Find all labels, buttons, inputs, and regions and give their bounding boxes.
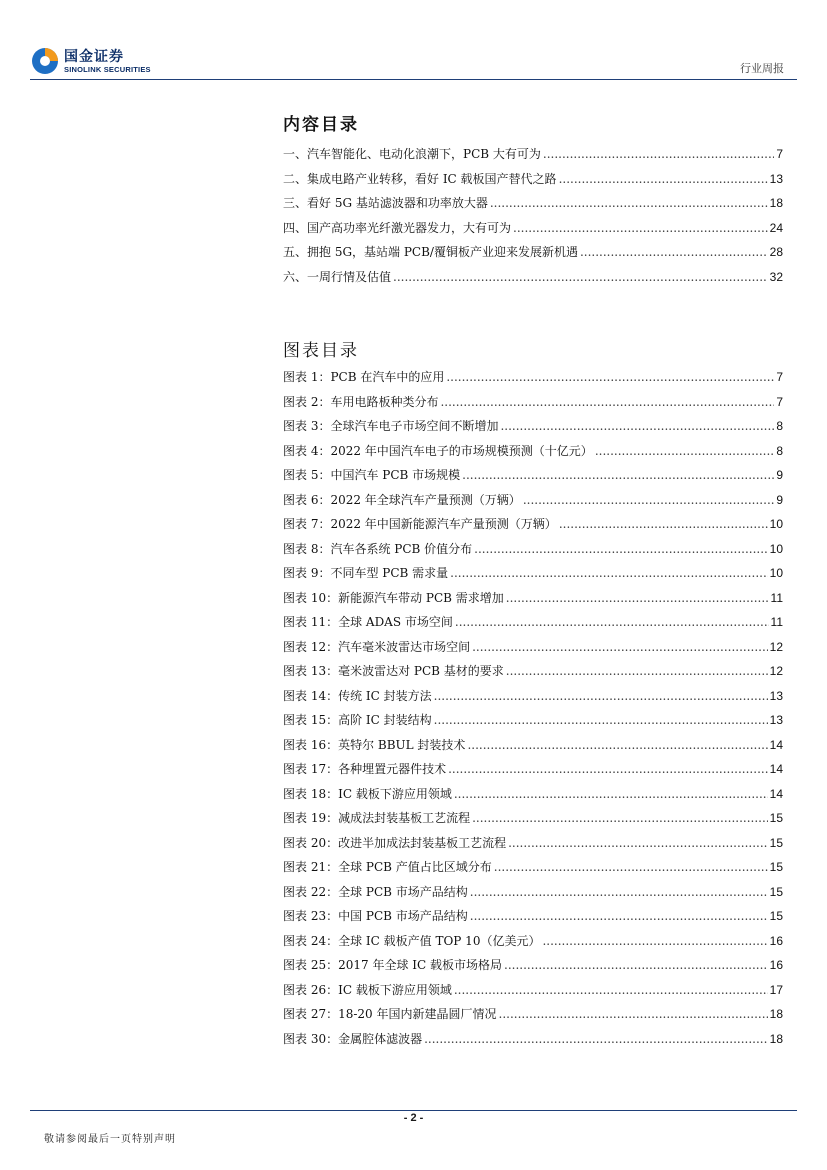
toc-entry-page: 18 <box>769 196 783 211</box>
dot-leader <box>440 394 774 410</box>
figure-entry-label: 图表 2：车用电路板种类分布 <box>283 394 439 409</box>
figure-entry-page: 9 <box>776 468 783 482</box>
figure-entry[interactable] <box>283 835 783 860</box>
company-logo <box>30 46 160 78</box>
figure-entry-label: 图表 14：传统 IC 封装方法 <box>283 688 432 703</box>
figure-entry-label: 图表 21：全球 PCB 产值占比区域分布 <box>283 860 492 874</box>
dot-leader <box>472 810 768 826</box>
figure-entry-page: 14 <box>769 737 783 752</box>
logo-english-name: SINOLINK SECURITIES <box>64 65 151 74</box>
figure-entry-label: 图表 26：IC 载板下游应用领域 <box>283 982 452 997</box>
logo-chinese-name: 国金证券 <box>64 49 124 65</box>
toc-entry[interactable] <box>283 269 783 294</box>
figure-entry[interactable] <box>283 1031 783 1056</box>
toc-entry-label: 五、拥抱 5G，基站端 PCB/覆铜板产业迎来发展新机遇 <box>283 245 578 260</box>
figure-entry-label: 图表 11：全球 ADAS 市场空间 <box>283 615 453 629</box>
figure-entry-page: 8 <box>776 419 783 433</box>
figure-entry-label: 图表 15：高阶 IC 封装结构 <box>283 713 432 727</box>
figure-entry[interactable] <box>283 467 783 492</box>
figure-entry[interactable] <box>283 957 783 982</box>
figure-entry-page: 16 <box>769 958 783 972</box>
figure-entry[interactable] <box>283 786 783 811</box>
dot-leader <box>543 146 774 162</box>
toc-entry-label: 四、国产高功率光纤激光器发力，大有可为 <box>283 220 512 235</box>
figure-entry[interactable] <box>283 663 783 688</box>
figure-entry-page: 14 <box>769 762 783 776</box>
figure-entry-label: 图表 30：金属腔体滤波器 <box>283 1031 423 1046</box>
toc-entry-page: 32 <box>769 269 783 284</box>
dot-leader <box>450 565 767 581</box>
figure-entry-label: 图表 4：2022 年中国汽车电子的市场规模预测（十亿元） <box>283 443 593 458</box>
dot-leader <box>448 761 768 777</box>
toc-entry-label: 三、看好 5G 基站滤波器和功率放大器 <box>283 196 488 211</box>
dot-leader <box>499 1006 768 1022</box>
dot-leader <box>455 614 769 630</box>
dot-leader <box>454 786 768 802</box>
toc-entry-page: 7 <box>776 147 783 161</box>
toc-entry-label: 二、集成电路产业转移，看好 IC 载板国产替代之路 <box>283 171 557 186</box>
figure-entry-page: 11 <box>770 615 783 629</box>
dot-leader <box>542 933 767 949</box>
figure-entry[interactable] <box>283 810 783 835</box>
figure-entry-page: 7 <box>776 394 783 409</box>
figure-entry[interactable] <box>283 688 783 713</box>
toc-list <box>283 146 783 294</box>
toc-entry-label: 一、汽车智能化、电动化浪潮下，PCB 大有可为 <box>283 147 541 161</box>
figure-entry-label: 图表 1：PCB 在汽车中的应用 <box>283 370 445 384</box>
figure-entry-label: 图表 7：2022 年中国新能源汽车产量预测（万辆） <box>283 517 557 531</box>
dot-leader <box>454 982 768 998</box>
figure-entry-page: 7 <box>776 370 783 384</box>
dot-leader <box>559 171 768 187</box>
figure-entry-page: 10 <box>769 541 783 556</box>
dot-leader <box>508 835 768 851</box>
figure-entry[interactable] <box>283 639 783 664</box>
dot-leader <box>470 908 768 924</box>
toc-entry-label: 六、一周行情及估值 <box>283 269 392 284</box>
toc-entry[interactable] <box>283 220 783 245</box>
dot-leader <box>470 884 768 900</box>
dot-leader <box>434 688 768 704</box>
dot-leader <box>559 516 768 532</box>
page-number: - 2 - <box>403 1112 424 1124</box>
dot-leader <box>506 663 768 679</box>
figure-entry-page: 18 <box>769 1007 783 1021</box>
figure-entry[interactable] <box>283 590 783 615</box>
dot-leader <box>523 492 775 508</box>
figure-list-title: 图表目录 <box>283 341 359 361</box>
dot-leader <box>462 467 774 483</box>
figure-entry-page: 15 <box>769 860 783 874</box>
dot-leader <box>472 639 768 655</box>
figure-entry-page: 10 <box>769 566 783 580</box>
figure-entry[interactable] <box>283 737 783 762</box>
figure-entry[interactable] <box>283 369 783 394</box>
figure-entry-page: 11 <box>770 590 783 605</box>
dot-leader <box>513 220 768 236</box>
toc-title: 内容目录 <box>283 115 359 135</box>
figure-entry-page: 16 <box>769 933 783 948</box>
figure-entry-page: 12 <box>769 664 783 678</box>
dot-leader <box>393 269 768 285</box>
dot-leader <box>434 712 768 728</box>
sinolink-logo-icon <box>30 46 60 76</box>
figure-entry-page: 12 <box>769 639 783 654</box>
figure-entry-label: 图表 6：2022 年全球汽车产量预测（万辆） <box>283 492 521 507</box>
figure-entry-page: 13 <box>769 688 783 703</box>
toc-entry[interactable] <box>283 244 783 269</box>
figure-entry-label: 图表 12：汽车毫米波雷达市场空间 <box>283 639 471 654</box>
dot-leader <box>424 1031 768 1047</box>
toc-entry-page: 24 <box>769 220 783 235</box>
footer-divider <box>30 1110 797 1111</box>
figure-entry-page: 14 <box>769 786 783 801</box>
figure-entry[interactable] <box>283 712 783 737</box>
figure-entry-page: 15 <box>769 835 783 850</box>
figure-entry-label: 图表 27：18-20 年国内新建晶圆厂情况 <box>283 1007 497 1021</box>
figure-entry-label: 图表 24：全球 IC 载板产值 TOP 10（亿美元） <box>283 933 541 948</box>
figure-entry[interactable] <box>283 908 783 933</box>
dot-leader <box>506 590 769 606</box>
figure-entry-label: 图表 16：英特尔 BBUL 封装技术 <box>283 737 466 752</box>
dot-leader <box>494 859 768 875</box>
dot-leader <box>504 957 768 973</box>
figure-entry[interactable] <box>283 761 783 786</box>
figure-entry-label: 图表 9：不同车型 PCB 需求量 <box>283 566 449 580</box>
toc-entry-page: 28 <box>769 245 783 260</box>
figure-entry[interactable] <box>283 933 783 958</box>
toc-entry[interactable] <box>283 146 783 171</box>
dot-leader <box>490 195 768 211</box>
dot-leader <box>580 244 768 260</box>
figure-entry-label: 图表 3：全球汽车电子市场空间不断增加 <box>283 419 499 433</box>
figure-entry[interactable] <box>283 884 783 909</box>
figure-entry-label: 图表 18：IC 载板下游应用领域 <box>283 786 452 801</box>
figure-entry-page: 13 <box>769 713 783 727</box>
figure-entry-page: 8 <box>776 443 783 458</box>
figure-entry-page: 17 <box>769 982 783 997</box>
figure-entry[interactable] <box>283 516 783 541</box>
toc-entry[interactable] <box>283 171 783 196</box>
toc-entry[interactable] <box>283 195 783 220</box>
figure-entry[interactable] <box>283 541 783 566</box>
figure-entry-page: 15 <box>769 811 783 825</box>
figure-entry-label: 图表 8：汽车各系统 PCB 价值分布 <box>283 541 473 556</box>
dot-leader <box>467 737 767 753</box>
toc-entry-page: 13 <box>769 171 783 186</box>
dot-leader <box>595 443 775 459</box>
figure-entry-label: 图表 25：2017 年全球 IC 载板市场格局 <box>283 958 502 972</box>
header-divider <box>30 79 797 80</box>
figure-entry-label: 图表 23：中国 PCB 市场产品结构 <box>283 909 468 923</box>
figure-entry[interactable] <box>283 565 783 590</box>
figure-entry[interactable] <box>283 418 783 443</box>
figure-entry[interactable] <box>283 443 783 468</box>
figure-list <box>283 369 783 1055</box>
dot-leader <box>474 541 767 557</box>
figure-entry[interactable] <box>283 859 783 884</box>
figure-entry-label: 图表 5：中国汽车 PCB 市场规模 <box>283 468 461 482</box>
figure-entry-page: 18 <box>769 1031 783 1046</box>
figure-entry[interactable] <box>283 982 783 1007</box>
figure-entry-label: 图表 22：全球 PCB 市场产品结构 <box>283 884 468 899</box>
disclaimer-text: 敬请参阅最后一页特别声明 <box>44 1134 176 1145</box>
figure-entry-label: 图表 10：新能源汽车带动 PCB 需求增加 <box>283 590 504 605</box>
figure-entry[interactable] <box>283 614 783 639</box>
report-type-label: 行业周报 <box>740 62 784 75</box>
figure-entry-page: 9 <box>776 492 783 507</box>
figure-entry[interactable] <box>283 492 783 517</box>
figure-entry-label: 图表 19：减成法封装基板工艺流程 <box>283 811 471 825</box>
figure-entry-label: 图表 17：各种埋置元器件技术 <box>283 762 447 776</box>
dot-leader <box>446 369 774 385</box>
figure-entry[interactable] <box>283 394 783 419</box>
figure-entry-page: 15 <box>769 884 783 899</box>
figure-entry-label: 图表 20：改进半加成法封装基板工艺流程 <box>283 835 507 850</box>
figure-entry-label: 图表 13：毫米波雷达对 PCB 基材的要求 <box>283 664 504 678</box>
figure-entry-page: 15 <box>769 909 783 923</box>
figure-entry[interactable] <box>283 1006 783 1031</box>
figure-entry-page: 10 <box>769 517 783 531</box>
dot-leader <box>500 418 774 434</box>
